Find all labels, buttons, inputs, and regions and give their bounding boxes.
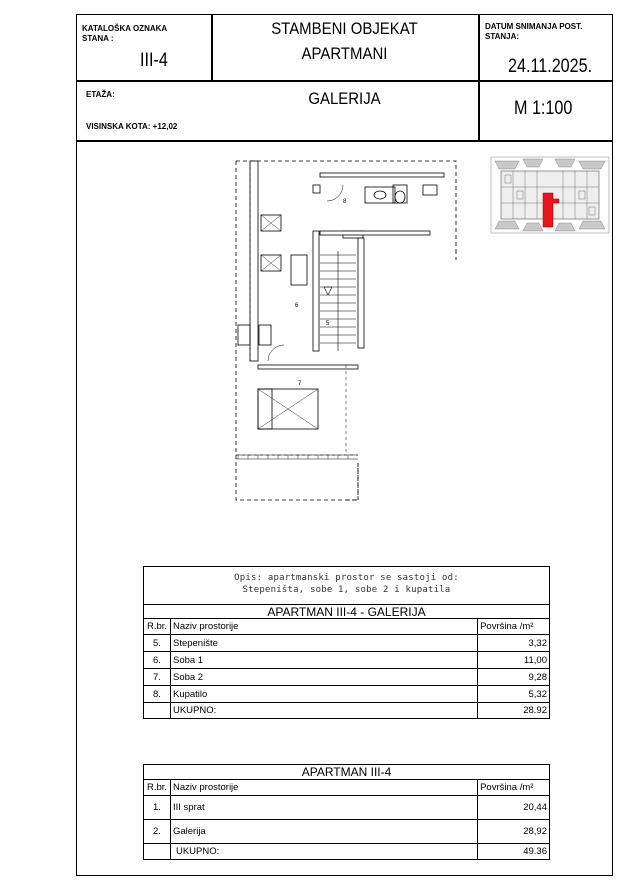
table1-title: APARTMAN III-4 - GALERIJA: [143, 604, 550, 619]
table1-total-row: [144, 703, 550, 719]
title-block-left-divider: [211, 14, 213, 80]
row-area: 11,00: [478, 652, 550, 669]
table2-title: APARTMAN III-4: [143, 764, 550, 780]
row-area: 28,92: [478, 820, 550, 844]
table-row: [144, 796, 550, 820]
row-rbr: 8.: [144, 686, 171, 703]
table1-total-value: 28.92: [478, 703, 550, 719]
title-block-divider: [76, 80, 613, 82]
catalog-value: III-4: [140, 50, 168, 71]
table-row: [144, 686, 550, 703]
table1-description-line1: Opis: apartmanski prostor se sastoji od:: [234, 573, 459, 583]
table2-col-area: Površina /m²: [478, 780, 550, 796]
table1-description-box: [143, 566, 550, 604]
row-rbr: [144, 703, 171, 719]
table-row: [144, 669, 550, 686]
table1-total-label: UKUPNO:: [170, 703, 477, 719]
table2-col-name: Naziv prostorije: [170, 780, 477, 796]
table-row: [144, 635, 550, 652]
building-subtitle: APARTMANI: [301, 44, 388, 63]
title-block-right-divider: [478, 14, 480, 141]
row-name: Kupatilo: [170, 686, 477, 703]
row-name: III sprat: [170, 796, 477, 820]
room-number-7: 7: [298, 381, 302, 387]
table-row: [144, 652, 550, 669]
row-name: Soba 2: [170, 669, 477, 686]
table2-total-value: 49.36: [478, 844, 550, 860]
scale-value: M 1:100: [514, 98, 573, 119]
floor-value: GALERIJA: [308, 89, 381, 108]
table2-total-label: UKUPNO:: [170, 844, 477, 860]
row-name: Stepenište: [170, 635, 477, 652]
table-row: [144, 820, 550, 844]
row-rbr: 5.: [144, 635, 171, 652]
table1-description-line2: Stepeništa, sobe 1, sobe 2 i kupatila: [242, 585, 451, 595]
title-block-bottom: [76, 140, 613, 142]
table1-col-rbr: R.br.: [144, 619, 171, 635]
table2: [143, 779, 550, 860]
building-title: STAMBENI OBJEKAT: [271, 19, 418, 38]
table2-header-row: [144, 780, 550, 796]
row-rbr: 1.: [144, 796, 171, 820]
table1-header-row: [144, 619, 550, 635]
row-rbr: 2.: [144, 820, 171, 844]
room-number-5: 5: [326, 321, 330, 327]
table1-col-area: Površina /m²: [478, 619, 550, 635]
table1: [143, 618, 550, 719]
room-number-8: 8: [343, 199, 347, 205]
table1-col-name: Naziv prostorije: [170, 619, 477, 635]
elevation-label: VISINSKA KOTA: +12,02: [86, 122, 178, 131]
row-rbr: 7.: [144, 669, 171, 686]
row-area: 3,32: [478, 635, 550, 652]
table2-total-row: [144, 844, 550, 860]
room-number-6: 6: [295, 303, 299, 309]
row-area: 20,44: [478, 796, 550, 820]
floor-label: ETAŽA:: [86, 90, 115, 99]
row-name: Soba 1: [170, 652, 477, 669]
row-name: Galerija: [170, 820, 477, 844]
date-label: DATUM SNIMANJA POST. STANJA:: [485, 22, 583, 41]
row-rbr: 6.: [144, 652, 171, 669]
key-plan: [489, 155, 611, 235]
table2-col-rbr: R.br.: [144, 780, 171, 796]
row-rbr: [144, 844, 171, 860]
row-area: 9,28: [478, 669, 550, 686]
catalog-label: KATALOŠKA OZNAKA STANA :: [82, 24, 168, 43]
date-value: 24.11.2025.: [508, 56, 593, 77]
floor-plan: [228, 155, 464, 505]
row-area: 5,32: [478, 686, 550, 703]
